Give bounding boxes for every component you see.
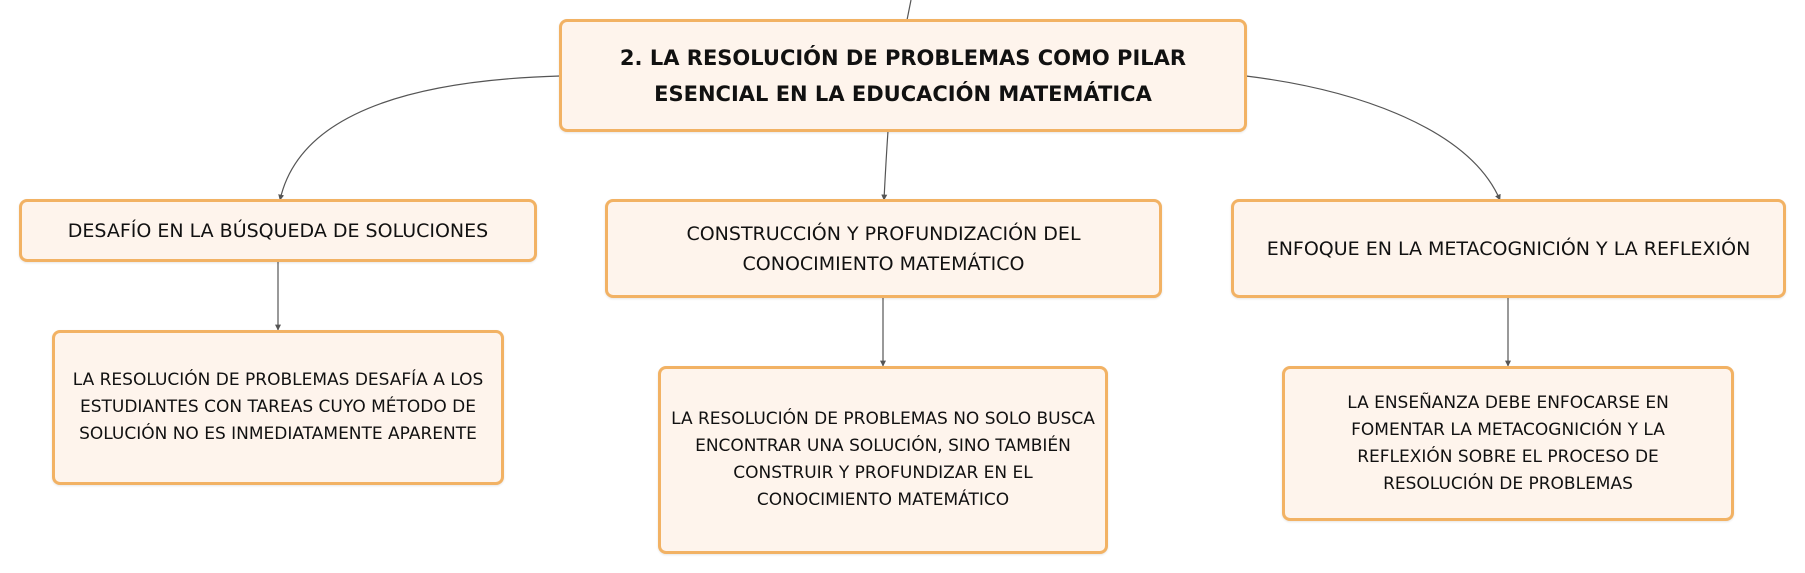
branch-label-1: DESAFÍO EN LA BÚSQUEDA DE SOLUCIONES [67, 219, 489, 242]
root-topic-label: 2. LA RESOLUCIÓN DE PROBLEMAS COMO PILAR ESENCIAL EN LA EDUCACIÓN MATEMÁTICA [619, 45, 1187, 106]
connector-incoming-to-root [907, 0, 911, 20]
branch-label-2: CONSTRUCCIÓN Y PROFUNDIZACIÓN DEL CONOCIMIENTO MATEMÁTICO [686, 222, 1081, 275]
root-topic-node[interactable] [559, 19, 1247, 132]
branch-node-3[interactable] [1231, 199, 1786, 298]
branch-node-1[interactable] [19, 199, 537, 262]
detail-node-2[interactable] [658, 366, 1108, 554]
detail-text-3: LA ENSEÑANZA DEBE ENFOCARSE EN FOMENTAR LA METACOGNICIÓN Y LA REFLEXIÓN SOBRE EL PROCESO DE RESOLUCIÓN DE PROBLEMAS [1347, 392, 1669, 494]
detail-text-2: LA RESOLUCIÓN DE PROBLEMAS NO SOLO BUSCA ENCONTRAR UNA SOLUCIÓN, SINO TAMBIÉN CONSTRUIR Y PROFUNDIZAR EN EL CONOCIMIENTO MATEMÁTICO [671, 409, 1095, 510]
branch-label-3: ENFOQUE EN LA METACOGNICIÓN Y LA REFLEXIÓN [1266, 237, 1751, 260]
branch-node-2[interactable] [605, 199, 1162, 298]
detail-node-1[interactable] [52, 330, 504, 485]
connector-root-to-branch-2 [884, 131, 888, 200]
detail-node-3[interactable] [1282, 366, 1734, 521]
detail-text-1: LA RESOLUCIÓN DE PROBLEMAS DESAFÍA A LOS ESTUDIANTES CON TAREAS CUYO MÉTODO DE SOLUCIÓN NO ES INMEDIATAMENTE APARENTE [72, 370, 484, 444]
connector-root-to-branch-1 [280, 76, 560, 200]
connector-root-to-branch-3 [1246, 76, 1500, 200]
